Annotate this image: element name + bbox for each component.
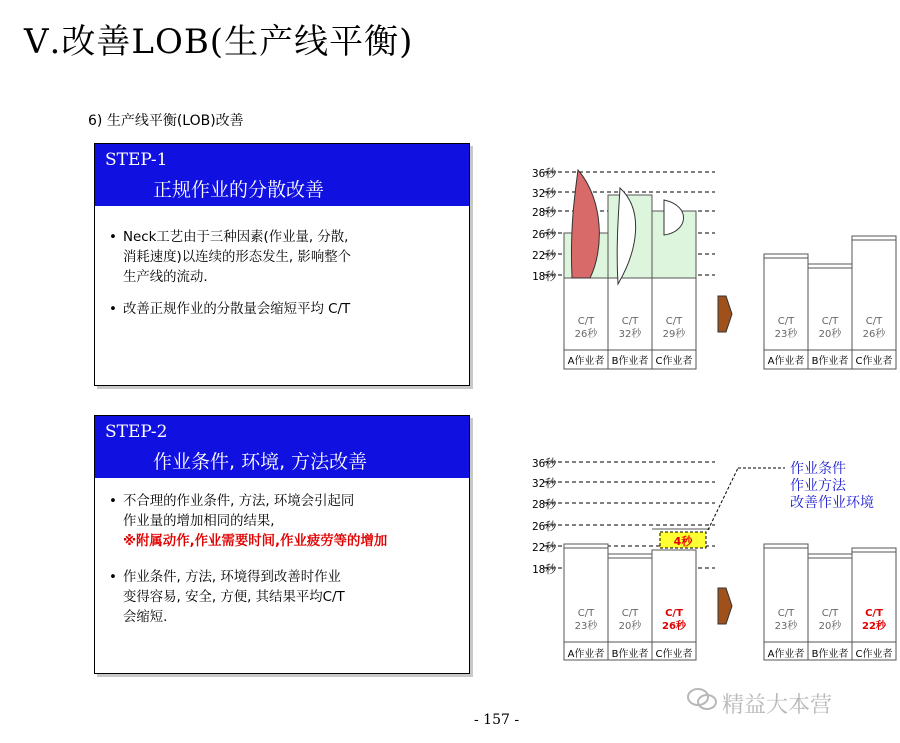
chart1-y-label-28: 28秒 — [532, 206, 557, 219]
chart2-after-bar-a — [764, 544, 808, 660]
step2-box — [94, 415, 470, 674]
chart1-y-label-22: 22秒 — [532, 249, 557, 262]
step2-bullet2-line3: 会缩短. — [123, 610, 168, 625]
section-subtitle: 6) 生产线平衡(LOB)改善 — [88, 113, 244, 129]
step2-bullet1-red-note: ※附属动作,作业需要时间,作业疲劳等的增加 — [123, 534, 388, 549]
chart2-after-ct-b: C/T 20秒 — [818, 608, 842, 632]
step2-bullet2 — [123, 568, 459, 628]
page-title: Ⅴ.改善LOB(生产线平衡) — [24, 22, 414, 62]
chart2-before-worker-c: C作业者 — [655, 649, 693, 660]
step2-bullet2-line2: 变得容易, 安全, 方便, 其结果平均C/T — [123, 590, 345, 605]
chart1-y-label-26: 26秒 — [532, 228, 557, 241]
chart1-graphics — [520, 160, 900, 375]
chart1-before-worker-b: B作业者 — [611, 356, 649, 367]
chart2-before-ct-a: C/T 23秒 — [574, 608, 598, 632]
chart2-y-label-28: 28秒 — [532, 498, 557, 511]
chart1-before-ct-b: C/T 32秒 — [618, 316, 642, 340]
step2-bullet1-line2: 作业量的增加相同的结果, — [123, 514, 275, 529]
chart2-before-bar-c — [652, 550, 696, 660]
chart2-arrow — [718, 588, 732, 624]
chart1-before-ct-c: C/T 29秒 — [662, 316, 686, 340]
step1-body — [95, 206, 469, 320]
chart1-after-bar-c — [852, 236, 896, 369]
chart1-y-label-18: 18秒 — [532, 270, 557, 283]
step2-body — [95, 478, 469, 628]
chart1-arrow — [718, 296, 732, 332]
watermark-text: 精益大本营 — [722, 693, 833, 718]
chart2-after-worker-c: C作业者 — [855, 649, 893, 660]
chart2-before-worker-b: B作业者 — [611, 649, 649, 660]
improvement-note-3: 改善作业环境 — [790, 495, 874, 511]
improvement-notes — [790, 461, 874, 512]
improvement-note-1: 作业条件 — [790, 461, 846, 477]
chart1-after-worker-a: A作业者 — [767, 356, 805, 367]
chart1-before-worker-c: C作业者 — [655, 356, 693, 367]
chart2-gap-label: 4秒 — [673, 535, 693, 548]
chart1-after-worker-b: B作业者 — [811, 356, 849, 367]
step1-box — [94, 143, 470, 386]
step1-bullet1 — [123, 228, 459, 288]
step1-bullet2-line1: • 改善正规作业的分散量会缩短平均 C/T — [123, 302, 351, 317]
chart2-before-ct-c: C/T 26秒 — [662, 608, 686, 632]
step1-header — [95, 144, 469, 206]
step2-label: STEP-2 — [105, 422, 168, 442]
wechat-icon — [686, 686, 718, 712]
chart1-before-worker-a: A作业者 — [567, 356, 605, 367]
chart1-after-ct-c: C/T 26秒 — [862, 316, 886, 340]
chart2-y-label-18: 18秒 — [532, 563, 557, 576]
chart2-y-label-36: 36秒 — [532, 457, 557, 470]
chart1-after-worker-c: C作业者 — [855, 356, 893, 367]
chart2-after-worker-a: A作业者 — [767, 649, 805, 660]
chart2-after-worker-b: B作业者 — [811, 649, 849, 660]
chart1-y-label-36: 36秒 — [532, 167, 557, 180]
page-number: - 157 - — [474, 712, 520, 728]
step2-name: 作业条件, 环境, 方法改善 — [153, 451, 368, 473]
chart1-y-label-32: 32秒 — [532, 187, 557, 200]
chart2-after-ct-c: C/T 22秒 — [862, 608, 886, 632]
chart2-y-label-32: 32秒 — [532, 477, 557, 490]
chart1-after-ct-a: C/T 23秒 — [774, 316, 798, 340]
chart1-before-ct-a: C/T 26秒 — [574, 316, 598, 340]
step1-bullet1-line3: 生产线的流动. — [123, 270, 208, 285]
chart2-before-ct-b: C/T 20秒 — [618, 608, 642, 632]
step1-bullet1-line2: 消耗速度)以连续的形态发生, 影响整个 — [123, 250, 351, 265]
step2-header — [95, 416, 469, 478]
step1-label: STEP-1 — [105, 150, 168, 170]
chart2-after-ct-a: C/T 23秒 — [774, 608, 798, 632]
chart2-before-bar-a — [564, 544, 608, 660]
improvement-note-2: 作业方法 — [790, 478, 846, 494]
chart2-y-label-22: 22秒 — [532, 541, 557, 554]
step1-name: 正规作业的分散改善 — [153, 179, 325, 201]
chart2-pointer-line — [708, 468, 738, 530]
chart1-after-ct-b: C/T 20秒 — [818, 316, 842, 340]
chart2-before-worker-a: A作业者 — [567, 649, 605, 660]
step2-bullet1 — [123, 492, 459, 552]
chart2-after-bar-c — [852, 548, 896, 660]
step2-bullet2-line1: • 作业条件, 方法, 环境得到改善时作业 — [123, 570, 341, 585]
step1-bullet1-line1: • Neck工艺由于三种因素(作业量, 分散, — [123, 230, 349, 245]
step2-bullet1-line1: • 不合理的作业条件, 方法, 环境会引起同 — [123, 494, 355, 509]
chart1-distribution-a — [571, 170, 599, 278]
step1-bullet2 — [123, 300, 459, 320]
chart2-y-label-26: 26秒 — [532, 520, 557, 533]
